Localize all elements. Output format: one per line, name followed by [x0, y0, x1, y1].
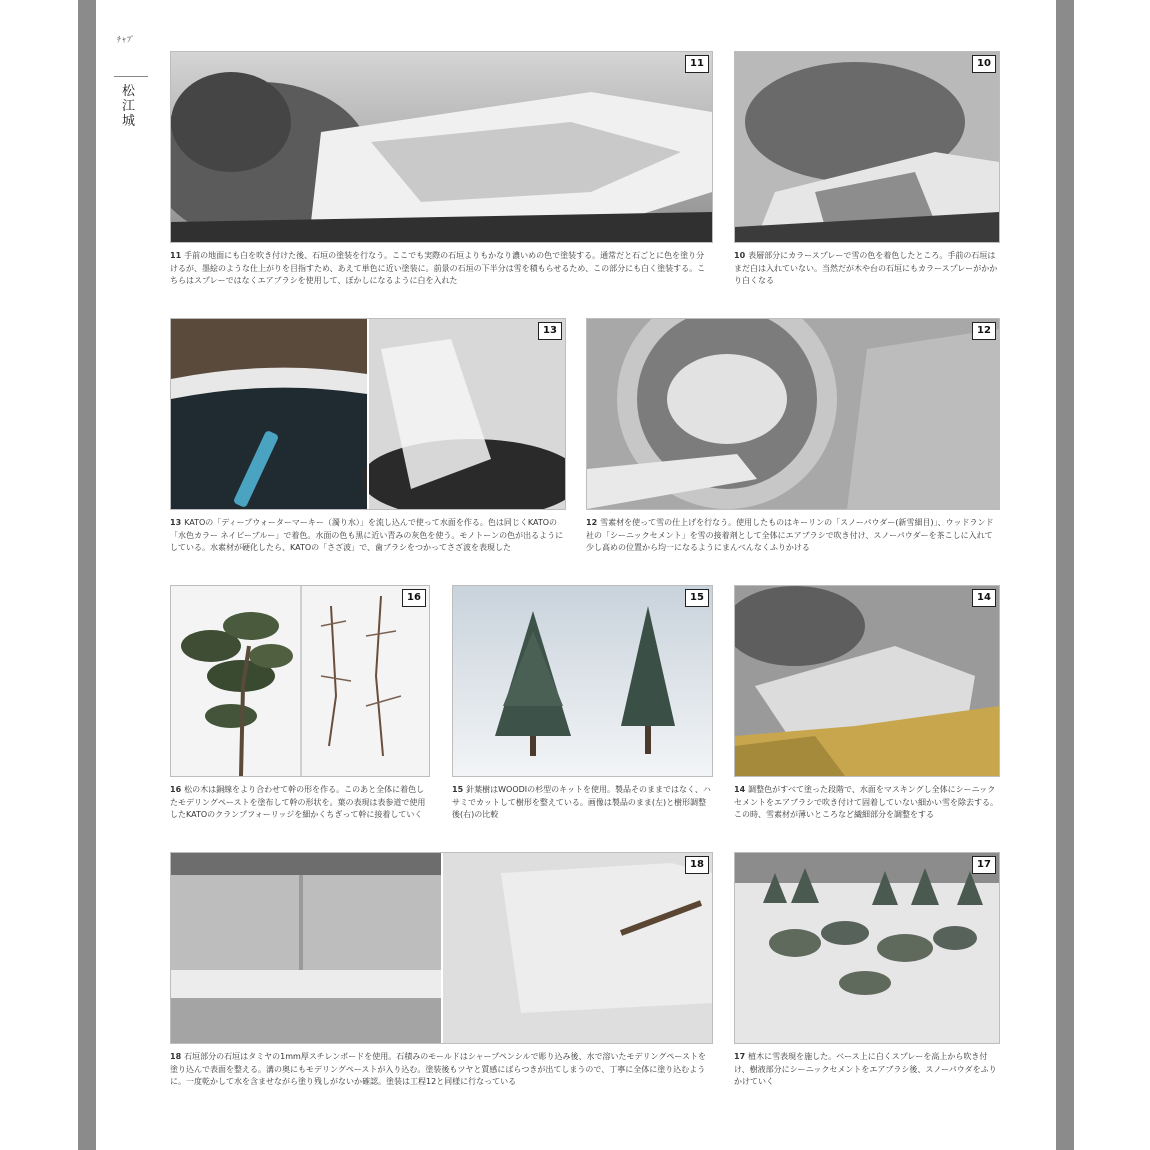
caption-number: 18	[170, 1052, 182, 1061]
photo-number-badge: 13	[538, 322, 562, 340]
photo-12	[586, 318, 1000, 510]
caption-12	[586, 517, 998, 555]
caption-text: 植木に雪表現を施した。ベース上に白くスプレーを高上から吹き付け、樹液部分にシーニックセメントをエアブラシ後、スノーパウダをふりかけていく	[734, 1052, 997, 1086]
caption-number: 11	[170, 251, 182, 260]
photo-14-image	[735, 586, 999, 776]
caption-11	[170, 250, 711, 288]
photo-16-image	[171, 586, 429, 776]
photo-number-badge: 17	[972, 856, 996, 874]
caption-number: 15	[452, 785, 464, 794]
caption-17	[734, 1051, 998, 1089]
caption-10	[734, 250, 998, 288]
photo-number-badge: 11	[685, 55, 709, 73]
caption-number: 17	[734, 1052, 746, 1061]
caption-text: KATOの「ディープウォーターマーキー（濁り水）」を流し込んで使って水面を作る。色は同じくKATOの「水色カラー ネイビーブルー」で着色。水面の色も黒に近い青みの灰色を使う。モノトーンの色が出るようにしている。水素材が硬化したら、KATOの「さざ波」で、歯ブラシをつかってさざ波を表現した	[170, 518, 564, 552]
photo-number-badge: 14	[972, 589, 996, 607]
caption-15	[452, 784, 711, 822]
photo-10-image	[735, 52, 999, 242]
caption-number: 14	[734, 785, 746, 794]
caption-text: 表層部分にカラースプレーで雪の色を着色したところ。手前の石垣はまだ白は入れていない。当然だが木や台の石垣にもカラースプレーがかかり白くなる	[734, 251, 998, 285]
caption-number: 13	[170, 518, 182, 527]
photo-number-badge: 12	[972, 322, 996, 340]
caption-text: 調整色がすべて塗った段階で、水面をマスキングし全体にシーニックセメントをエアブラシで吹き付けて固着していない細かい雪を除去する。この時、雪素材が薄いところなど繊細部分を調整をする	[734, 785, 998, 819]
chapter-rule	[114, 76, 148, 77]
caption-13	[170, 517, 564, 555]
photo-18-image	[171, 853, 712, 1043]
caption-text: 手前の地面にも白を吹き付けた後、石垣の塗装を行なう。ここでも実際の石垣よりもかなり濃いめの色で塗装する。通常だと石ごとに色を塗り分けるが、墨絵のような仕上がりを目指すため、あえて単色に近い塗装に。前景の石垣の下半分は雪を積もらせるため、この部分にも白く塗装する。こちらはスプレーではなくエアブラシを使用して、ぼかしになるように白を入れた	[170, 251, 706, 285]
caption-18	[170, 1051, 711, 1089]
chapter-mark: ﾁｬﾌﾟ	[117, 35, 136, 44]
photo-16	[170, 585, 430, 777]
caption-16	[170, 784, 428, 822]
caption-14	[734, 784, 998, 822]
caption-text: 石垣部分の石垣はタミヤの1mm厚スチレンボードを使用。石積みのモールドはシャープペンシルで彫り込み後、水で溶いたモデリングペーストを塗り込んで表面を整える。溝の奥にもモデリングペーストが入り込む。塗装後もツヤと質感にばらつきが出てしまうので、丁寧に全体に塗り込むように。一度乾かして水を含ませながら塗り残しがないか確認。塗装は工程12と同様に行なっている	[170, 1052, 706, 1086]
caption-text: 針葉樹はWOODIの杉型のキットを使用。製品そのままではなく、ハサミでカットして樹形を整えている。画像は製品のまま(左)と樹形調整後(右)の比較	[452, 785, 711, 819]
caption-text: 松の木は銅線をより合わせて幹の形を作る。このあと全体に着色したモデリングペーストを塗布して幹の形状を。葉の表現は表参道で使用したKATOのクランプフォーリッジを細かくちぎって幹に接着していく	[170, 785, 426, 819]
photo-14	[734, 585, 1000, 777]
photo-number-badge: 16	[402, 589, 426, 607]
photo-17	[734, 852, 1000, 1044]
chapter-title: 松江城	[122, 84, 136, 129]
caption-text: 雪素材を使って雪の仕上げを行なう。使用したものはキーリンの「スノーパウダー(新雪細目)」、ウッドランド社の「シーニックセメント」を雪の接着剤として全体にエアブラシで吹き付け、スノーパウダーを茶こしに入れて少し高めの位置から均一になるようにまんべんなくふりかける	[586, 518, 994, 552]
photo-13	[170, 318, 566, 510]
photo-13-image	[171, 319, 565, 509]
photo-number-badge: 10	[972, 55, 996, 73]
photo-15	[452, 585, 713, 777]
photo-10	[734, 51, 1000, 243]
page-right-border	[1056, 0, 1074, 1150]
caption-number: 16	[170, 785, 182, 794]
photo-17-image	[735, 853, 999, 1043]
photo-12-image	[587, 319, 999, 509]
photo-15-image	[453, 586, 712, 776]
photo-11-image	[171, 52, 712, 242]
photo-18	[170, 852, 713, 1044]
photo-number-badge: 15	[685, 589, 709, 607]
photo-11	[170, 51, 713, 243]
photo-number-badge: 18	[685, 856, 709, 874]
page-left-border	[78, 0, 96, 1150]
caption-number: 12	[586, 518, 598, 527]
caption-number: 10	[734, 251, 746, 260]
